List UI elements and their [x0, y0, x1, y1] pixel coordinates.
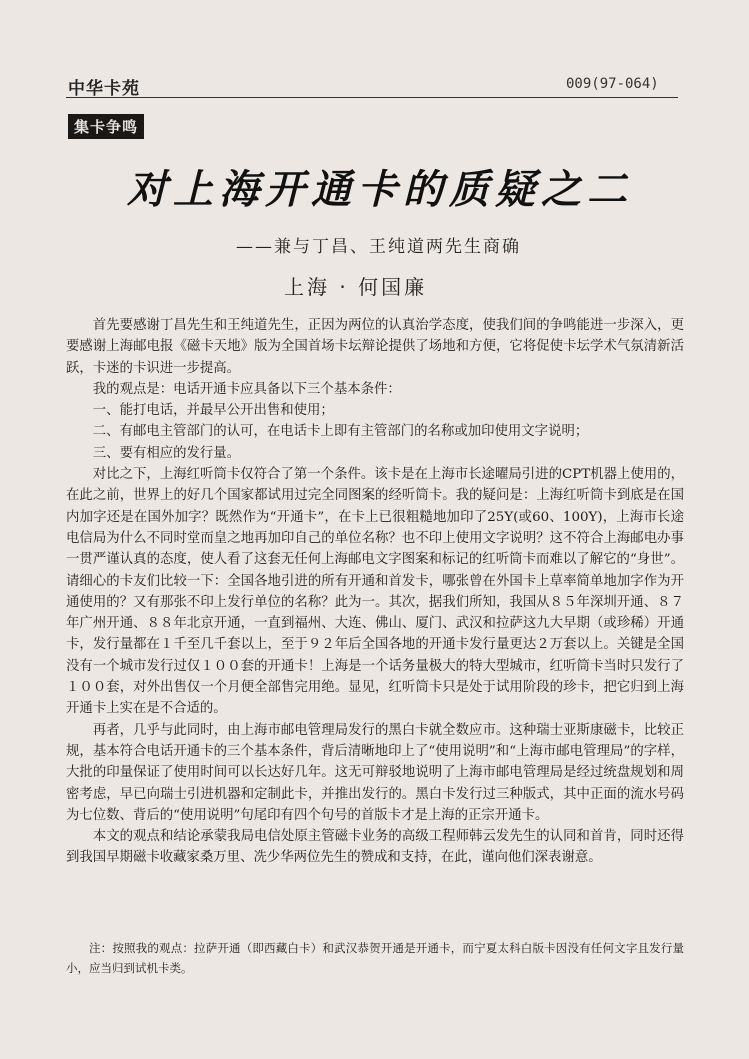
- footnote: 注：按照我的观点：拉萨开通（即西藏白卡）和武汉恭贺开通是开通卡，而宁夏太科白版卡因没有任何文字且发行量小，应当归到试机卡类。: [66, 941, 684, 975]
- column-badge: 集卡争鸣: [68, 114, 144, 139]
- paragraph: 对比之下，上海红听筒卡仅符合了第一个条件。该卡是在上海市长途曜局引进的CPT机器上使用的，在此之前，世界上的好几个国家都试用过完全同图案的经听筒卡。我的疑问是：上海红听筒卡到底是在国内加字还是在国外加字？既然作为“开通卡”，在卡上已很粗糙地加印了25Y(或60、100Y)，上海市长途电信局为什么不同时堂而皇之地再加印自己的单位名称？也不印上使用文字说明？这不符合上海邮电办事一贯严谨认真的态度，使人看了这套无任何上海邮电文字图案和标记的红听筒卡而难以了解它的“身世”。请细心的卡友们比较一下：全国各地引进的所有开通和首发卡，哪张曾在外国卡上草率简单地加字作为开通使用的？又有那张不印上发行单位的名称？此为一。其次，据我们所知，我国从８５年深圳开通、８７年广州开通、８８年北京开通，一直到福州、大连、佛山、厦门、武汉和拉萨这九大早期（或珍稀）开通卡，发行量都在１千至几千套以上，至于９２年后全国各地的开通卡发行量更达２万套以上。关键是全国没有一个城市发行过仅１００套的开通卡！上海是一个话务量极大的特大型城市，红听筒卡当时只发行了１００套，对外出售仅一个月便全部售完用绝。显见，红听筒卡只是处于试用阶段的珍卡，把它归到上海开通卡上实在是不合适的。: [66, 467, 684, 717]
- article-subtitle: ——兼与丁昌、王纯道两先生商确: [236, 237, 521, 257]
- paragraph: 一、能打电话，并最早公开出售和使用；: [92, 403, 334, 419]
- paragraph: 再者，几乎与此同时，由上海市邮电管理局发行的黑白卡就全数应市。这种瑞士亚斯康磁卡，比较正规，基本符合电话开通卡的三个基本条件，背后清晰地印上了“使用说明”和“上海市邮电管理局”的字样，大批的印量保证了使用时间可以长达好几年。这无可辩驳地说明了上海市邮电管理局是经过统盘规划和周密考虑，早已向瑞士引进机器和定制此卡，并推出发行的。黑白卡发行过三种版式，其中正面的流水号码为七位数、背后的“使用说明”句尾印有四个句号的首版卡才是上海的正宗开通卡。: [66, 722, 684, 823]
- article-body: [66, 315, 684, 869]
- paragraph: 三、要有相应的发行量。: [92, 445, 241, 461]
- header-divider: [66, 97, 678, 98]
- page-code: 009(97-064): [566, 76, 659, 92]
- paragraph: 二、有邮电主管部门的认可，在电话卡上即有主管部门的名称或加印使用文字说明；: [92, 424, 589, 440]
- author-byline: 上海 · 何国廉: [284, 275, 428, 299]
- paragraph: 本文的观点和结论承蒙我局电信处原主管磁卡业务的高级工程师韩云发先生的认同和首肯，同时还得到我国早期磁卡收藏家桑万里、冼少华两位先生的赞成和支持，在此，谨向他们深表谢意。: [66, 829, 684, 866]
- article-title: 对上海开通卡的质疑之二: [127, 166, 633, 213]
- paragraph: 首先要感谢丁昌先生和王纯道先生，正因为两位的认真治学态度，使我们间的争鸣能进一步深入，更要感谢上海邮电报《磁卡天地》版为全国首场卡坛辩论提供了场地和方便，它将促使卡坛学术气氛清新活跃，卡迷的卡识进一步提高。: [66, 318, 684, 376]
- magazine-name: 中华卡苑: [68, 79, 140, 99]
- paragraph: 我的观点是：电话开通卡应具备以下三个基本条件：: [92, 381, 401, 397]
